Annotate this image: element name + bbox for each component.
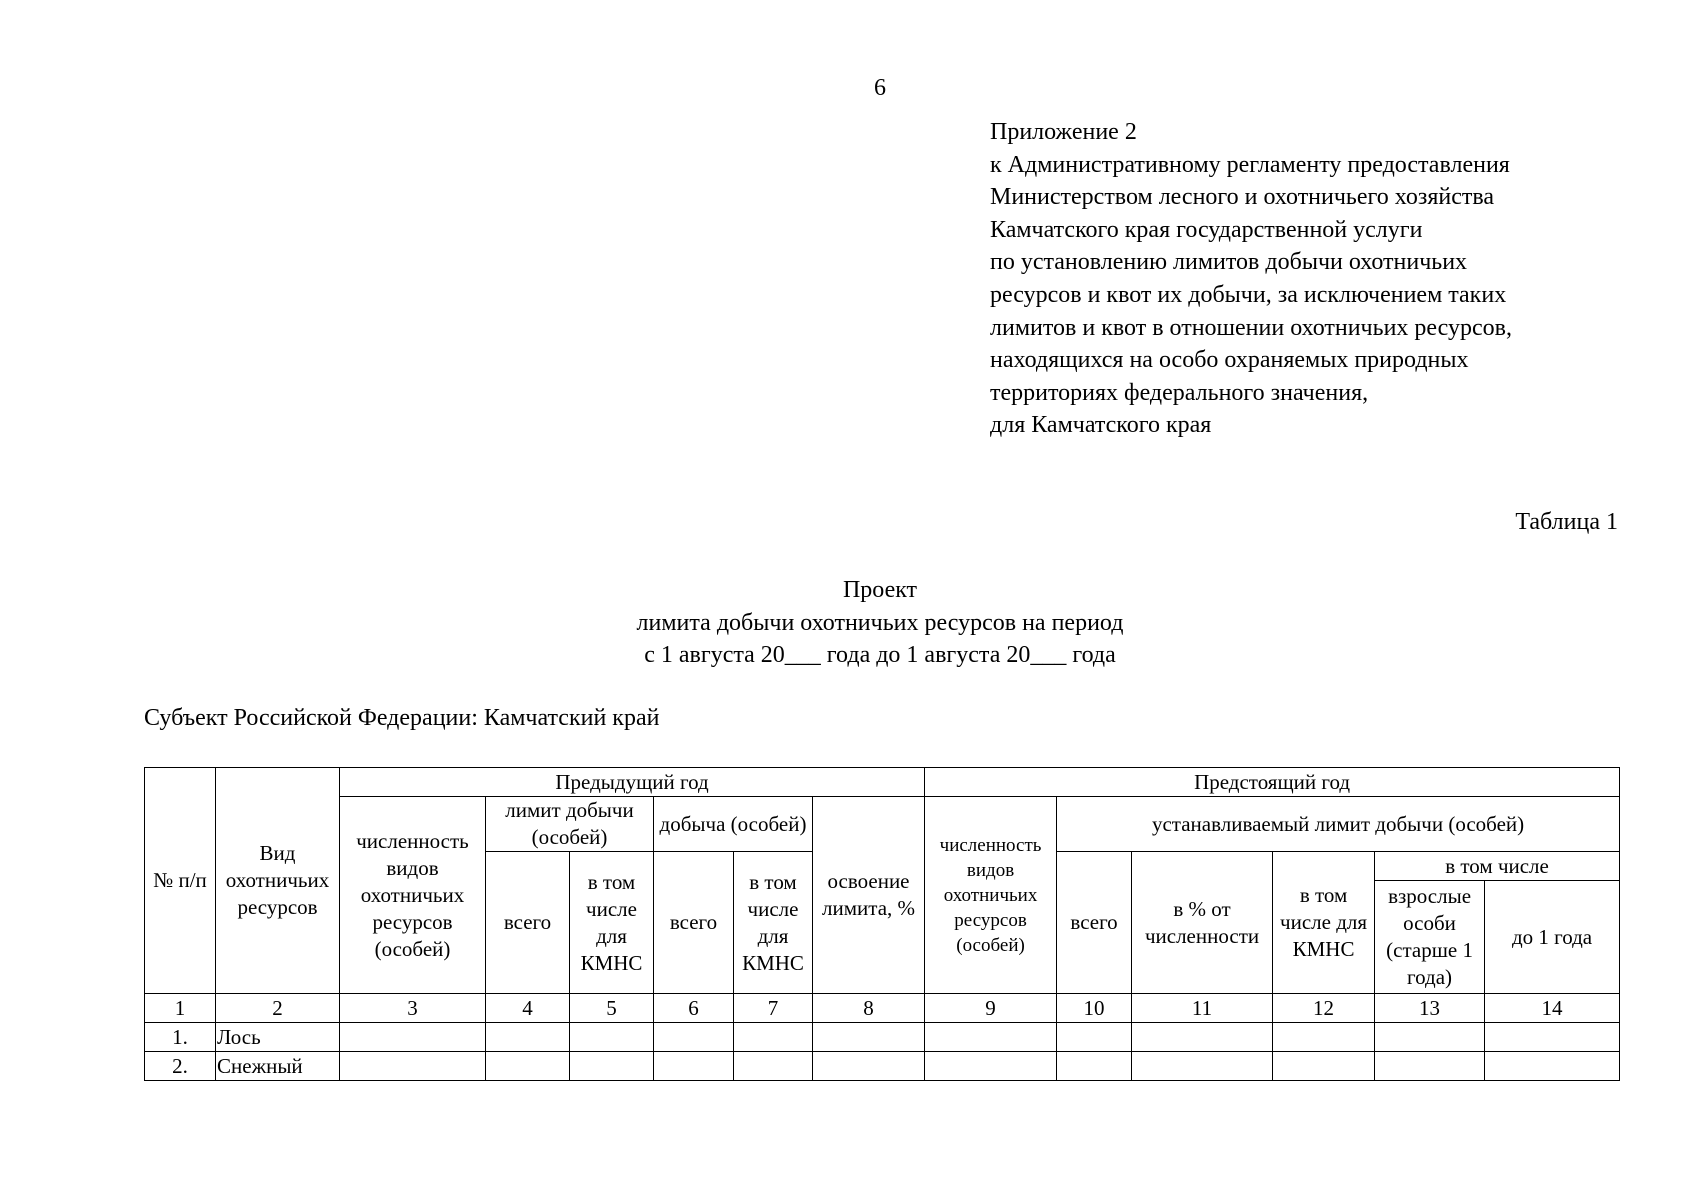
appendix-block [990,116,1670,442]
appendix-line: для Камчатского края [990,412,1212,439]
column-number: 11 [1132,994,1273,1023]
table-row [145,1052,1620,1081]
table-cell [1485,1052,1620,1081]
limits-table [144,767,1620,1081]
title-line: с 1 августа 20___ года до 1 августа 20___ года [644,642,1116,669]
appendix-line: ресурсов и квот их добычи, за исключением таких [990,281,1507,308]
appendix-line: по установлению лимитов добычи охотничьих [990,249,1468,276]
table-cell [925,1023,1057,1052]
column-number: 7 [734,994,813,1023]
column-number: 13 [1375,994,1485,1023]
table-cell [1057,1023,1132,1052]
subject-line: Субъект Российской Федерации: Камчатский край [144,705,660,731]
table-cell [1132,1023,1273,1052]
document-title [0,574,1698,672]
table-cell [813,1052,925,1081]
table-cell [1273,1023,1375,1052]
appendix-line: Камчатского края государственной услуги [990,216,1423,243]
table-cell [654,1023,734,1052]
table-cell [925,1052,1057,1081]
table-row [145,1023,1620,1052]
header-prev-count: численность видов охотничьих ресурсов (особей) [340,797,486,994]
column-number: 8 [813,994,925,1023]
table-cell [1375,1023,1485,1052]
header-next-limit: устанавливаемый лимит добычи (особей) [1057,797,1620,852]
table-cell [486,1023,570,1052]
table-cell [570,1023,654,1052]
header-kmns: в том числе для КМНС [734,852,813,994]
header-next-count: численность видов охотничьих ресурсов (особей) [925,797,1057,994]
row-species: Лось [216,1023,340,1052]
column-number: 3 [340,994,486,1023]
table-label: Таблица 1 [1515,509,1618,535]
title-line: лимита добычи охотничьих ресурсов на период [636,609,1124,636]
table-cell [340,1023,486,1052]
table-cell [340,1052,486,1081]
column-number: 14 [1485,994,1620,1023]
page-number: 6 [874,75,886,101]
column-number-row [145,994,1620,1023]
header-row [145,797,1620,852]
table-cell [654,1052,734,1081]
table-cell [734,1023,813,1052]
column-number: 2 [216,994,340,1023]
header-total: всего [654,852,734,994]
column-number: 12 [1273,994,1375,1023]
table-cell [734,1052,813,1081]
appendix-line: территориях федерального значения, [990,379,1369,406]
row-species: Снежный [216,1052,340,1081]
header-prev-limit: лимит добычи (особей) [486,797,654,852]
column-number: 1 [145,994,216,1023]
header-total: всего [486,852,570,994]
appendix-line: Приложение 2 [990,119,1137,145]
appendix-line: лимитов и квот в отношении охотничьих ресурсов, [990,314,1512,341]
table-cell [1485,1023,1620,1052]
appendix-line: к Административному регламенту предоставления [990,151,1510,178]
table-cell [1273,1052,1375,1081]
column-number: 9 [925,994,1057,1023]
header-prev-year: Предыдущий год [340,768,925,797]
row-num: 1. [145,1023,216,1052]
header-num: № п/п [145,768,216,994]
header-under-one: до 1 года [1485,881,1620,994]
appendix-line: находящихся на особо охраняемых природных [990,347,1469,374]
table-cell [1375,1052,1485,1081]
row-num: 2. [145,1052,216,1081]
header-prev-catch: добыча (особей) [654,797,813,852]
header-adults: взрослые особи (старше 1 года) [1375,881,1485,994]
header-row [145,768,1620,797]
table-cell [570,1052,654,1081]
table-cell [1057,1052,1132,1081]
table-cell [1132,1052,1273,1081]
column-number: 10 [1057,994,1132,1023]
header-species: Вид охотничьих ресурсов [216,768,340,994]
column-number: 5 [570,994,654,1023]
header-kmns: в том числе для КМНС [1273,852,1375,994]
header-including: в том числе [1375,852,1620,881]
header-usage: освоение лимита, % [813,797,925,994]
table-cell [813,1023,925,1052]
title-line: Проект [842,577,918,603]
header-kmns: в том числе для КМНС [570,852,654,994]
column-number: 6 [654,994,734,1023]
header-total: всего [1057,852,1132,994]
column-number: 4 [486,994,570,1023]
table-cell [486,1052,570,1081]
header-next-year: Предстоящий год [925,768,1620,797]
appendix-line: Министерством лесного и охотничьего хозяйства [990,184,1495,211]
header-percent: в % от численности [1132,852,1273,994]
